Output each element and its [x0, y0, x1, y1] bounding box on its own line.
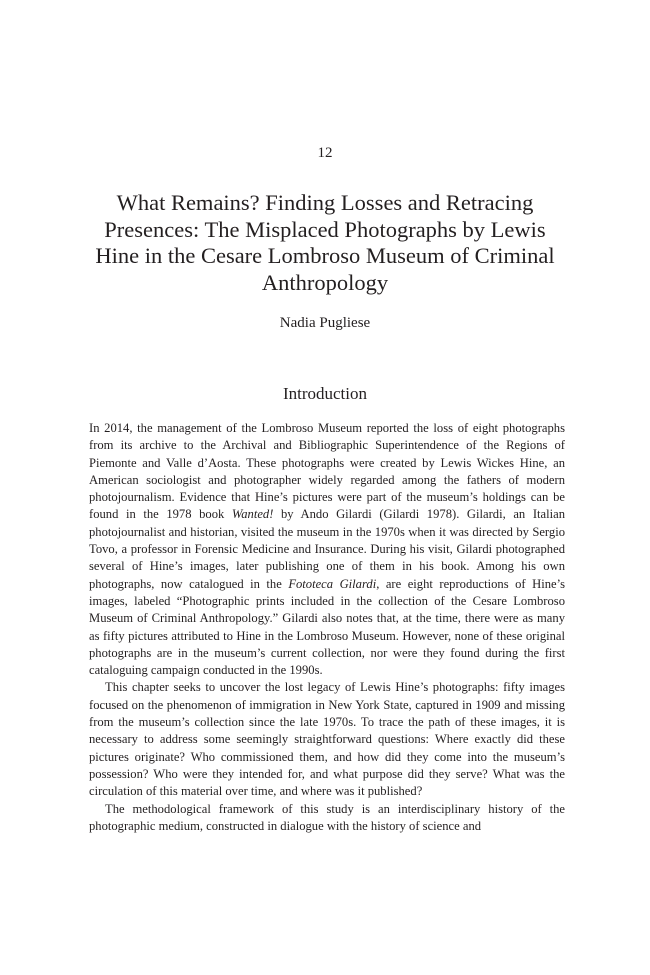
paragraph-1-text-a: In 2014, the management of the Lombroso Museum reported the loss of eight photographs from its archive to the Archival and Bibliographic Superintendence of the Regions of Piemonte and Valle d’Aosta. These photographs were created by Lewis Wickes Hine, an American sociologist and photographer widely regarded among the fathers of modern photojournalism. Evidence that Hine’s pictures were part of the museum’s holdings can be found in the 1978 book: [89, 421, 565, 522]
paragraph-1-text-c: by Ando Gilardi (Gilardi 1978). Gilardi, an Italian photojournalist and historian, visited the museum in the 1970s when it was directed by Sergio Tovo, a professor in Forensic Medicine and Insurance. During his visit, Gilardi photographed several of Hine’s images, later publishing one of them in his book. Among his own photographs, now catalogued in the: [89, 507, 565, 591]
archive-name-fototeca: Fototeca Gilardi: [288, 576, 377, 591]
book-title-wanted: Wanted!: [231, 507, 274, 522]
author-name: Nadia Pugliese: [279, 315, 371, 331]
paragraph-1-text-e: , are eight reproductions of Hine’s images, labeled “Photographic prints included in the collection of the Cesare Lombroso Museum of Criminal Anthropology.” Gilardi also notes that, at the time, there were as many as fifty pictures attributed to Hine in the Lombroso Museum. However, none of these original photographs are in the museum’s current collection, nor were they found during the first cataloguing campaign conducted in the 1990s.: [89, 576, 565, 678]
paragraph-3: The methodological framework of this study is an interdisciplinary history of the photographic medium, constructed in dialogue with the history of science and: [89, 801, 565, 833]
paragraph-1: [89, 420, 565, 679]
paragraph-2: This chapter seeks to uncover the lost legacy of Lewis Hine’s photographs: fifty images focused on the phenomenon of immigration in New York State, captured in 1909 and missing from the museum’s collection since the late 1970s. To trace the path of these images, it is necessary to address some seemingly straightforward questions: Where exactly did these pictures originate? Who commissioned them, and how did they come into the museum’s possession? Who were they intended for, and what purpose did they serve? What was the circulation of this material over time, and where was it published?: [89, 680, 565, 799]
chapter-title: What Remains? Finding Losses and Retracing Presences: The Misplaced Photographs by Lewis Hine in the Cesare Lombroso Museum of Criminal Anthropology: [95, 190, 555, 295]
chapter-number: 12: [317, 145, 333, 161]
section-heading: Introduction: [282, 384, 368, 403]
body-text: [89, 420, 565, 835]
